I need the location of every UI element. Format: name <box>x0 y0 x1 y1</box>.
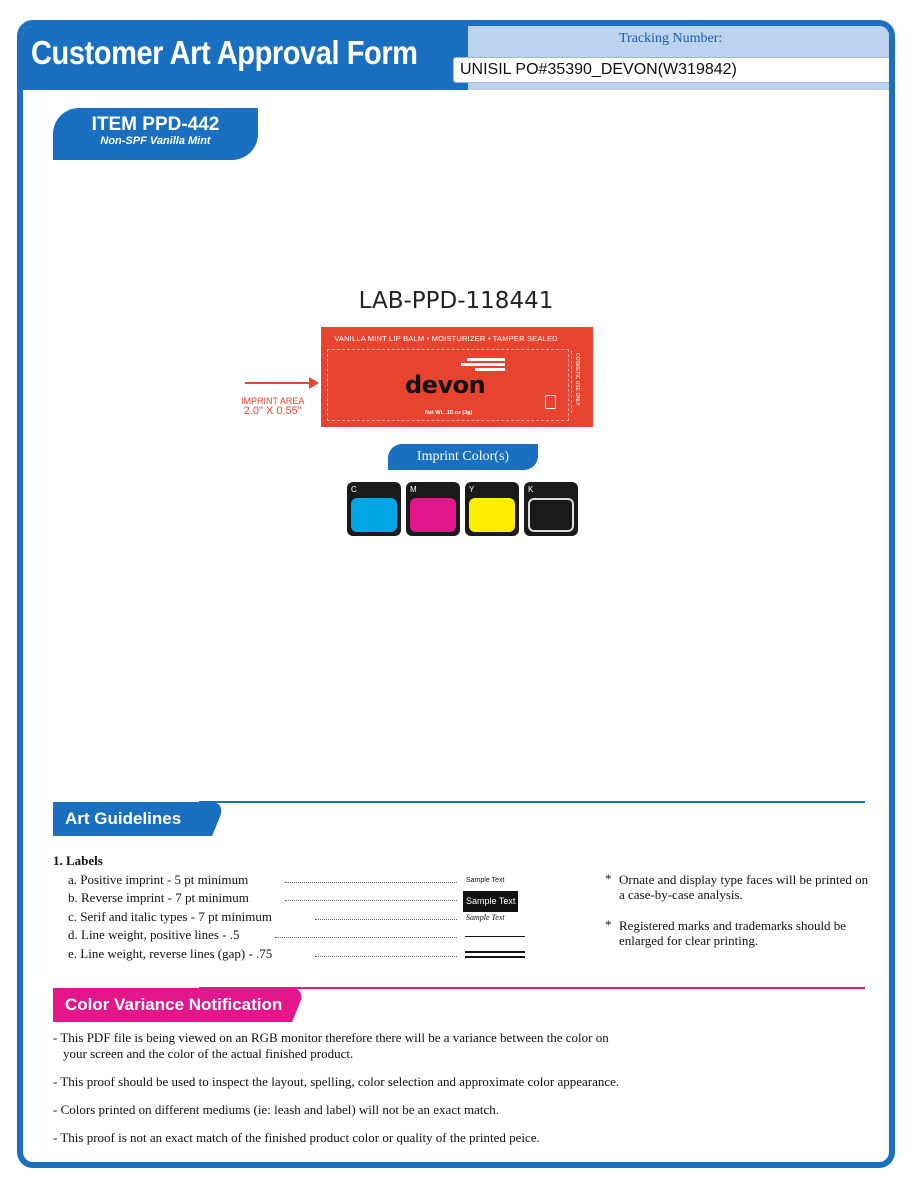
swatch-fill <box>351 498 397 532</box>
variance-item: - This PDF file is being viewed on an RGB monitor therefore there will be a variance between the color on your screen and the color of the actual finished product. <box>53 1030 609 1061</box>
asterisk-icon: * <box>605 917 612 932</box>
note-item: * Registered marks and trademarks should be enlarged for clear printing. <box>605 917 847 948</box>
variance-item: - This proof should be used to inspect the layout, spelling, color selection and approximate color appearance. <box>53 1073 620 1089</box>
product-code: LAB-PPD-118441 <box>358 288 554 314</box>
arrow-right-icon <box>245 382 311 384</box>
guideline-item: e. Line weight, reverse lines (gap) - .75 <box>53 945 272 964</box>
imprint-area-note <box>241 397 304 417</box>
guideline-item: b. Reverse imprint - 7 pt minimum Sample Text <box>53 889 272 908</box>
form-frame <box>17 20 895 1168</box>
label-top-text: VANILLA MINT LIP BALM • MOISTURIZER • TAMPER SEALED <box>334 334 558 343</box>
item-badge <box>53 108 258 160</box>
imprint-colors-badge: Imprint Color(s) <box>388 444 538 470</box>
color-variance-title: Color Variance Notification <box>53 988 283 1022</box>
guideline-notes <box>605 872 875 964</box>
item-subtitle: Non-SPF Vanilla Mint <box>100 135 211 147</box>
variance-item: - Colors printed on different mediums (ie: leash and label) will not be an exact match. <box>53 1101 499 1117</box>
item-title: ITEM PPD-442 <box>91 114 220 135</box>
guidelines-heading: 1. Labels <box>53 853 103 868</box>
line-reverse-bottom <box>465 956 525 958</box>
swatch-label: Y <box>469 485 475 494</box>
guideline-item: d. Line weight, positive lines - .5 <box>53 926 272 945</box>
asterisk-icon: * <box>605 871 612 886</box>
label-artwork <box>321 327 593 427</box>
line-reverse-top <box>465 951 525 953</box>
guideline-item: c. Serif and italic types - 7 pt minimum Sample Text <box>53 908 272 927</box>
color-variance-list <box>53 1030 873 1158</box>
imprint-area-size: 2.0" X 0.55" <box>243 405 302 417</box>
swatch-cyan <box>347 482 401 536</box>
art-guidelines-title: Art Guidelines <box>53 802 203 836</box>
swatch-label: C <box>351 485 357 494</box>
sample-reverse: Sample Text <box>463 891 518 912</box>
tube-icon <box>545 395 556 409</box>
guideline-item: a. Positive imprint - 5 pt minimum Sample Text <box>53 871 272 890</box>
swatch-fill <box>469 498 515 532</box>
tracking-number-field[interactable]: UNISIL PO#35390_DEVON(W319842) <box>453 57 891 83</box>
swatch-fill <box>528 498 574 532</box>
color-variance-rule <box>199 987 865 989</box>
label-side-text: COSMETIC USE ONLY <box>574 353 580 406</box>
label-side-panel <box>571 351 586 413</box>
note-item: * Ornate and display type faces will be printed on a case-by-case analysis. <box>605 871 869 902</box>
line-positive <box>465 936 525 937</box>
swatch-yellow <box>465 482 519 536</box>
tracking-label: Tracking Number: <box>619 31 723 46</box>
guidelines-list <box>53 852 516 963</box>
imprint-area-label: IMPRINT AREA <box>241 396 305 406</box>
sample-serif: Sample Text <box>466 912 505 922</box>
form-title: Customer Art Approval Form <box>31 34 418 71</box>
art-guidelines-rule <box>199 801 865 803</box>
net-weight: Net Wt. .15 oz (3g) <box>425 410 473 416</box>
sample-positive: Sample Text <box>466 876 505 884</box>
swatch-label: M <box>410 485 417 494</box>
brand-logo: devon <box>405 371 486 399</box>
swatch-black <box>524 482 578 536</box>
swatch-magenta <box>406 482 460 536</box>
variance-item: - This proof is not an exact match of the finished product color or quality of the printed peice. <box>53 1129 540 1145</box>
swatch-fill <box>410 498 456 532</box>
swatch-label: K <box>528 485 534 494</box>
